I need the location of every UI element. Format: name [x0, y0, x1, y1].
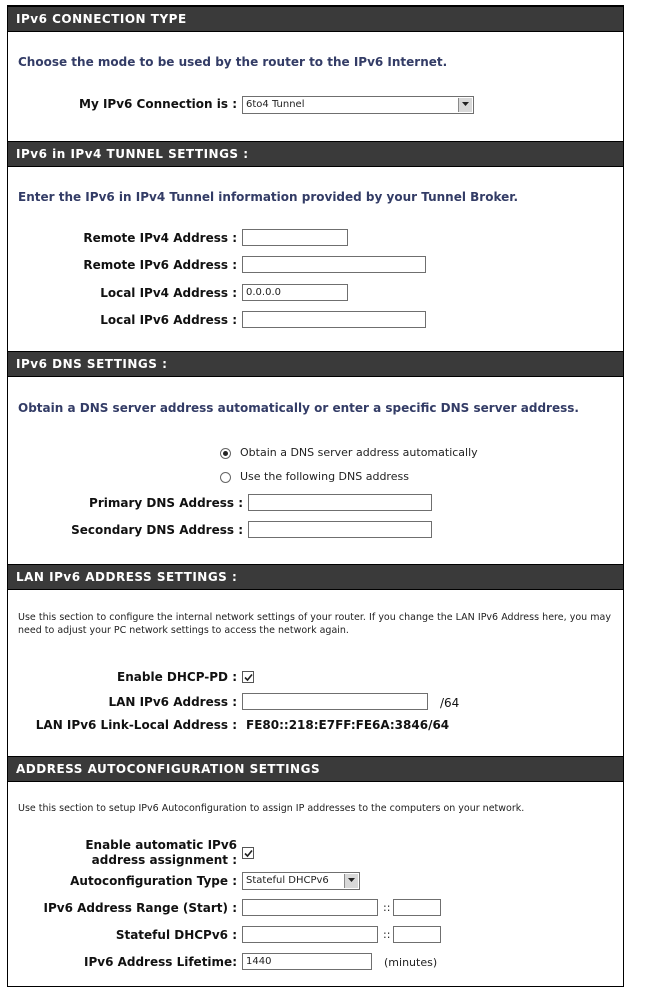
enable-autoconf-label: [85, 838, 237, 868]
range-end-separator: ::: [383, 928, 391, 941]
autoconf-type-value: Stateful DHCPv6: [246, 875, 329, 886]
tunnel-description: Enter the IPv6 in IPv4 Tunnel information provided by your Tunnel Broker.: [18, 190, 519, 204]
range-start-suffix-input[interactable]: [393, 899, 441, 916]
dns-auto-label: Obtain a DNS server address automatically: [240, 446, 478, 459]
autoconf-type-select[interactable]: [242, 872, 360, 890]
range-start-separator: ::: [383, 901, 391, 914]
lan-prefix-suffix: /64: [440, 696, 460, 710]
lan-title: LAN IPv6 ADDRESS SETTINGS :: [16, 570, 238, 584]
autoconf-description: Use this section to setup IPv6 Autoconfiguration to assign IP addresses to the computers on your network.: [18, 803, 525, 814]
connection-type-label: My IPv6 Connection is :: [79, 97, 237, 111]
dns-auto-radio[interactable]: [220, 448, 231, 459]
dns-header: [8, 351, 623, 377]
dns-manual-radio[interactable]: [220, 472, 231, 483]
tunnel-title: IPv6 in IPv4 TUNNEL SETTINGS :: [16, 147, 249, 161]
local-ipv6-input[interactable]: [242, 311, 426, 328]
check-icon: [244, 849, 253, 858]
local-ipv4-input[interactable]: [242, 284, 348, 301]
connection-type-select[interactable]: [242, 96, 474, 114]
primary-dns-label: Primary DNS Address :: [89, 496, 243, 510]
link-local-label: LAN IPv6 Link-Local Address :: [35, 718, 237, 732]
dhcp-pd-label: Enable DHCP-PD :: [117, 670, 237, 684]
check-icon: [244, 673, 253, 682]
lan-ipv6-input[interactable]: [242, 693, 428, 710]
lifetime-label: IPv6 Address Lifetime:: [83, 955, 237, 969]
dns-description: Obtain a DNS server address automatically or enter a specific DNS server address.: [18, 401, 579, 415]
local-ipv4-label: Local IPv4 Address :: [100, 286, 237, 300]
range-start-input[interactable]: [242, 899, 378, 916]
enable-autoconf-label-line1: Enable automatic IPv6: [85, 838, 237, 852]
remote-ipv4-input[interactable]: [242, 229, 348, 246]
ipv6-settings-panel: [7, 5, 624, 987]
autoconf-title: ADDRESS AUTOCONFIGURATION SETTINGS: [16, 762, 321, 776]
link-local-value: FE80::218:E7FF:FE6A:3846/64: [246, 718, 450, 732]
remote-ipv4-label: Remote IPv4 Address :: [83, 231, 237, 245]
lan-header: [8, 564, 623, 590]
dns-manual-label: Use the following DNS address: [240, 470, 409, 483]
autoconf-type-label: Autoconfiguration Type :: [70, 874, 237, 888]
range-end-input[interactable]: [242, 926, 378, 943]
lan-description: Use this section to configure the internal network settings of your router. If you change the LAN IPv6 Address here, you may need to adjust your PC network settings to access the network again.: [18, 612, 611, 636]
chevron-down-icon[interactable]: [458, 98, 472, 112]
enable-autoconf-label-line2: address assignment :: [91, 853, 237, 867]
range-end-label: Stateful DHCPv6 :: [115, 928, 237, 942]
connection-type-description: Choose the mode to be used by the router to the IPv6 Internet.: [18, 55, 448, 69]
enable-autoconf-checkbox[interactable]: [242, 847, 254, 859]
dhcp-pd-checkbox[interactable]: [242, 671, 254, 683]
remote-ipv6-input[interactable]: [242, 256, 426, 273]
secondary-dns-label: Secondary DNS Address :: [71, 523, 243, 537]
lifetime-input[interactable]: [242, 953, 372, 970]
connection-type-header: [8, 6, 623, 32]
lan-ipv6-label: LAN IPv6 Address :: [108, 695, 237, 709]
autoconf-header: [8, 756, 623, 782]
remote-ipv6-label: Remote IPv6 Address :: [83, 258, 237, 272]
local-ipv6-label: Local IPv6 Address :: [100, 313, 237, 327]
tunnel-header: [8, 141, 623, 167]
dns-title: IPv6 DNS SETTINGS :: [16, 357, 168, 371]
connection-type-title: IPv6 CONNECTION TYPE: [16, 12, 187, 26]
lifetime-unit: (minutes): [384, 956, 438, 969]
connection-type-value: 6to4 Tunnel: [246, 99, 305, 110]
range-end-suffix-input[interactable]: [393, 926, 441, 943]
primary-dns-input[interactable]: [248, 494, 432, 511]
chevron-down-icon[interactable]: [344, 874, 358, 888]
secondary-dns-input[interactable]: [248, 521, 432, 538]
range-start-label: IPv6 Address Range (Start) :: [43, 901, 237, 915]
